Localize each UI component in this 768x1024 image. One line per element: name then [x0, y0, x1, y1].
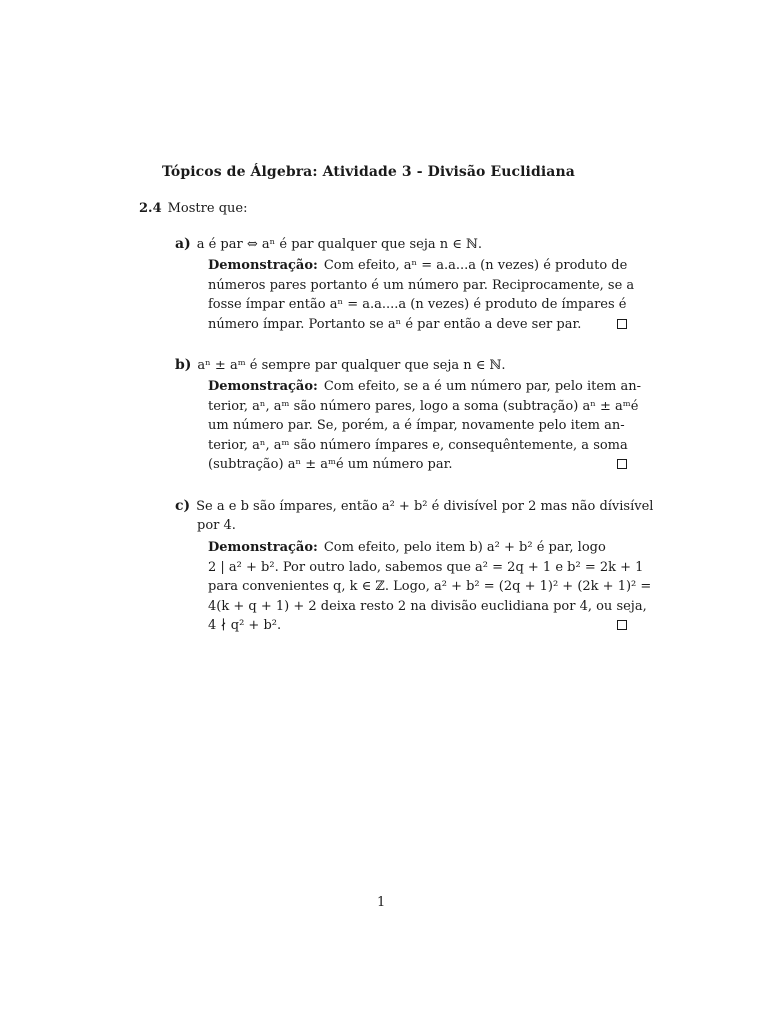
proof-text: terior, aⁿ, aᵐ são número ímpares e, consequêntemente, a soma [208, 437, 628, 453]
qed-square-icon [617, 319, 627, 329]
item-a-statement: a é par ⇔ aⁿ é par qualquer que seja n ∈ ℕ. [196, 237, 483, 252]
item-b-statement: aⁿ ± aᵐ é sempre par qualquer que seja n ∈ ℕ. [197, 358, 506, 373]
proof-line [208, 295, 627, 315]
proof-line [208, 276, 635, 296]
proof-text: 4 ∤ q² + b². [208, 618, 282, 633]
item-c [175, 497, 654, 633]
proof-line [208, 558, 644, 578]
item-b-label: b) [175, 357, 192, 373]
proof-text: (subtração) aⁿ ± aᵐé um número par. [208, 457, 453, 472]
proof-line [208, 455, 627, 475]
proof-label: Demonstração: [208, 379, 318, 394]
proof-line [208, 256, 627, 276]
proof-line [208, 397, 639, 417]
proof-label: Demonstração: [208, 540, 318, 555]
item-c-statement-line [175, 516, 627, 535]
proof-line [208, 538, 627, 558]
proof-text: números pares portanto é um número par. Reciprocamente, se a [208, 277, 635, 293]
proof-text: terior, aⁿ, aᵐ são número pares, logo a soma (subtração) aⁿ ± aᵐé [208, 398, 639, 414]
proof-line [208, 315, 627, 335]
proof-text: número ímpar. Portanto se aⁿ é par então a deve ser par. [208, 316, 582, 332]
proof-text: 2 | a² + b². Por outro lado, sabemos que a² = 2q + 1 e b² = 2k + 1 [208, 559, 644, 575]
item-a [175, 235, 635, 332]
proof-line [208, 616, 627, 636]
proof-text: fosse ímpar então aⁿ = a.a....a (n vezes) é produto de ímpares é [208, 297, 627, 312]
item-a-label: a) [175, 236, 191, 252]
qed-square-icon [617, 459, 627, 469]
proof-text: para convenientes q, k ∈ ℤ. Logo, a² + b² = (2q + 1)² + (2k + 1)² = [208, 579, 652, 594]
proof-line [208, 377, 642, 397]
page-title: Tópicos de Álgebra: Atividade 3 - Divisão Euclidiana [162, 164, 575, 180]
item-b-statement-line [175, 356, 627, 375]
item-a-proof [208, 256, 635, 334]
proof-text: Com efeito, pelo item b) a² + b² é par, logo [323, 540, 606, 555]
item-b [175, 356, 642, 472]
item-c-label: c) [175, 498, 191, 514]
proof-text: um número par. Se, porém, a é ímpar, novamente pelo item an- [208, 418, 625, 433]
item-c-statement: Se a e b são ímpares, então a² + b² é divisível por 2 mas não dívisível [196, 499, 654, 514]
qed-square-icon [617, 620, 627, 630]
item-c-statement-line [175, 497, 654, 516]
proof-line [208, 416, 627, 436]
section-heading [139, 201, 247, 216]
page-number: 1 [377, 895, 386, 910]
item-b-proof [208, 377, 642, 475]
proof-line [208, 577, 652, 597]
item-c-proof [208, 538, 652, 636]
proof-text: Com efeito, se a é um número par, pelo item an- [323, 379, 642, 394]
item-a-statement-line [175, 235, 627, 254]
proof-line [208, 436, 627, 456]
section-text: Mostre que: [167, 201, 248, 216]
proof-text: Com efeito, aⁿ = a.a...a (n vezes) é produto de [323, 258, 628, 273]
section-number: 2.4 [139, 201, 162, 216]
item-c-statement-cont: por 4. [197, 518, 236, 533]
proof-label: Demonstração: [208, 258, 318, 273]
proof-text: 4(k + q + 1) + 2 deixa resto 2 na divisão euclidiana por 4, ou seja, [208, 598, 647, 614]
proof-line [208, 597, 647, 617]
